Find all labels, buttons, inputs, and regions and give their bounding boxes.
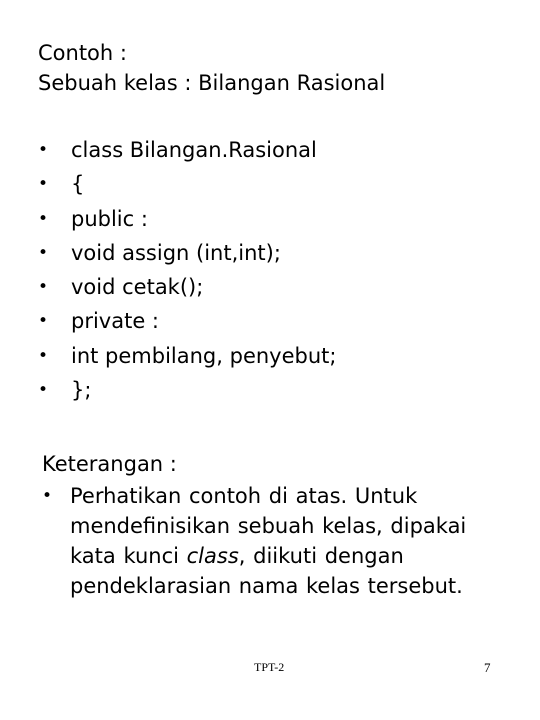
code-line — [38, 274, 336, 308]
code-line — [38, 308, 336, 342]
code-line-text: void assign (int,int); — [71, 240, 281, 265]
heading-line-1: Contoh : — [38, 41, 127, 65]
slide-heading — [38, 38, 385, 98]
code-line-text: { — [71, 172, 85, 197]
code-line — [38, 377, 336, 411]
bullet-icon: • — [38, 208, 49, 229]
code-line-text: }; — [71, 378, 92, 403]
bullet-icon: • — [38, 242, 49, 263]
code-line — [38, 240, 336, 274]
code-listing — [38, 137, 336, 411]
code-line-text: private : — [71, 309, 159, 334]
bullet-icon: • — [38, 380, 49, 401]
bullet-icon: • — [38, 277, 49, 298]
keterangan-text-before: Perhatikan contoh di atas. Untuk mendefinisikan sebuah kelas, dipakai kata kunci — [70, 484, 467, 568]
code-line — [38, 343, 336, 377]
keterangan-title: Keterangan : — [42, 452, 177, 476]
code-line-text: int pembilang, penyebut; — [71, 343, 337, 368]
code-line-text: class Bilangan.Rasional — [71, 138, 317, 162]
code-line — [38, 206, 336, 240]
page-number: 7 — [484, 660, 491, 675]
bullet-icon: • — [38, 140, 49, 160]
code-line-text: void cetak(); — [71, 275, 204, 300]
keterangan-bullet — [42, 481, 490, 601]
code-line-text: public : — [71, 206, 148, 231]
keyword-class: class — [186, 544, 239, 568]
bullet-icon: • — [38, 174, 49, 195]
footer-label: TPT-2 — [254, 660, 285, 674]
code-line — [38, 137, 336, 171]
heading-line-2: Sebuah kelas : Bilangan Rasional — [38, 71, 386, 95]
bullet-icon: • — [38, 311, 49, 332]
keterangan-text-after: , diikuti dengan pendeklarasian nama kelas tersebut. — [70, 544, 463, 598]
bullet-icon: • — [38, 345, 49, 366]
code-line — [38, 171, 336, 205]
keterangan-text — [70, 481, 490, 601]
bullet-icon: • — [42, 486, 53, 506]
